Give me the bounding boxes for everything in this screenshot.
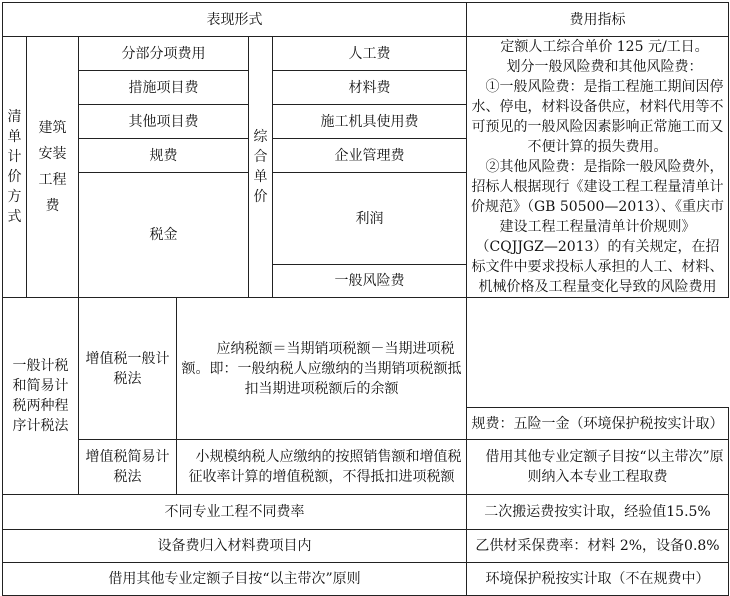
construction-fee-cell: 建筑安装工程费	[27, 37, 79, 298]
component-profit: 利润	[273, 173, 467, 265]
row-right: 二次搬运费按实计取，经验值15.5%	[467, 495, 729, 530]
guifei-indicator: 规费：五险一金（环境保护税按实计取）	[467, 408, 729, 440]
fee-paragraph: 划分一般风险费和其他风险费：	[506, 59, 703, 75]
row-left: 设备费归入材料费项目内	[3, 530, 467, 563]
item-guifei: 规费	[79, 139, 249, 173]
vat-title: 一般计税和简易计税两种程序计税法	[3, 298, 79, 495]
component-machinery: 施工机具使用费	[273, 105, 467, 139]
header-row	[3, 3, 729, 37]
fee-paragraph: ②其他风险费：是指除一般风险费外，招标人根据现行《建设工程工程量清单计价规范》（GB 50500—2013）、《重庆市建设工程工程量清单计价规则》（CQJJGZ—2013）的有关规定，在招标文件中要求投标人承担的人工、材料、机械价格及工程量变化导致的风险费用	[470, 159, 725, 295]
composite-price-cell: 综合单价	[249, 37, 273, 298]
cost-composition-table	[2, 2, 729, 596]
table-row	[3, 495, 729, 530]
header-form: 表现形式	[3, 3, 467, 37]
component-material: 材料费	[273, 71, 467, 105]
item-shuijin: 税金	[79, 173, 249, 298]
qingdan-row-1	[3, 37, 729, 71]
fee-paragraph: 定额人工综合单价 125 元/工日。	[500, 39, 709, 55]
table-row	[3, 530, 729, 563]
item-fenbu: 分部分项费用	[79, 37, 249, 71]
vat-simple-label: 增值税简易计税法	[79, 440, 177, 495]
vat-general-desc: 应纳税额＝当期销项税额－当期进项税额。即：一般纳税人应缴纳的当期销项税额抵扣当期进项税额后的余额	[177, 298, 467, 440]
fee-paragraph: ①一般风险费：是指工程施工期间因停水、停电，材料设备供应，材料代用等不可预见的一般风险因素影响正常施工而又不便计算的损失费用。	[471, 79, 724, 155]
component-management: 企业管理费	[273, 139, 467, 173]
vat-general-label: 增值税一般计税法	[79, 298, 177, 440]
vat-row-general	[3, 298, 729, 408]
header-fee-indicator: 费用指标	[467, 3, 729, 37]
component-labor: 人工费	[273, 37, 467, 71]
row-left: 不同专业工程不同费率	[3, 495, 467, 530]
component-general-risk: 一般风险费	[273, 265, 467, 298]
row-left: 借用其他专业定额子目按“以主带次”原则	[3, 563, 467, 596]
item-cuoshi: 措施项目费	[79, 71, 249, 105]
vat-row-simple	[3, 440, 729, 495]
vat-simple-desc: 小规模纳税人应缴纳的按照销售额和增值税征收率计算的增值税额，不得抵扣进项税额	[177, 440, 467, 495]
fee-indicator-text	[467, 37, 729, 298]
row-right: 乙供材采保费率：材料 2%，设备0.8%	[467, 530, 729, 563]
row-right: 环境保护税按实计取（不在规费中）	[467, 563, 729, 596]
borrow-indicator: 借用其他专业定额子目按“以主带次”原则纳入本专业工程取费	[467, 440, 729, 495]
qingdan-method-cell: 清单计价方式	[3, 37, 27, 298]
table-row	[3, 563, 729, 596]
item-qita: 其他项目费	[79, 105, 249, 139]
